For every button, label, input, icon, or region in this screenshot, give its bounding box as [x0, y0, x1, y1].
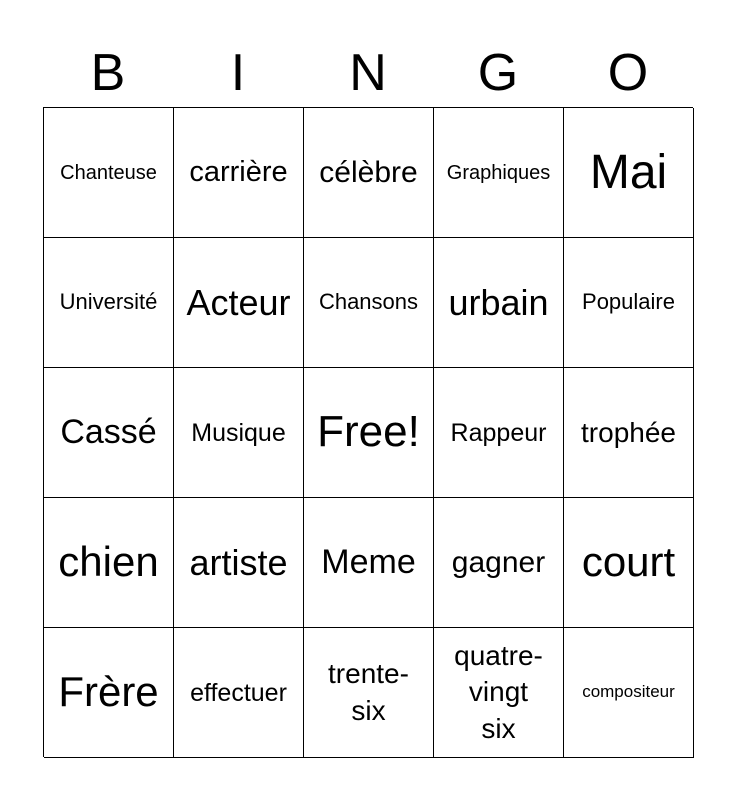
bingo-cell[interactable]: Graphiques [434, 108, 564, 238]
bingo-cell[interactable]: effectuer [174, 628, 304, 758]
bingo-card [43, 107, 693, 757]
bingo-cell[interactable]: trophée [564, 368, 694, 498]
header-letter-i: I [230, 44, 246, 102]
bingo-cell[interactable]: célèbre [304, 108, 434, 238]
bingo-cell[interactable]: Frère [44, 628, 174, 758]
bingo-cell[interactable]: artiste [174, 498, 304, 628]
bingo-cell[interactable]: carrière [174, 108, 304, 238]
bingo-cell[interactable]: gagner [434, 498, 564, 628]
header-letter-b: B [90, 44, 126, 102]
bingo-cell[interactable]: compositeur [564, 628, 694, 758]
bingo-cell[interactable]: court [564, 498, 694, 628]
bingo-cell[interactable]: trente- six [304, 628, 434, 758]
bingo-cell[interactable]: Populaire [564, 238, 694, 368]
bingo-cell[interactable]: Université [44, 238, 174, 368]
bingo-cell[interactable]: chien [44, 498, 174, 628]
bingo-header [43, 40, 693, 106]
header-letter-o: O [607, 44, 649, 102]
bingo-cell[interactable]: Meme [304, 498, 434, 628]
bingo-cell[interactable]: urbain [434, 238, 564, 368]
bingo-cell[interactable]: Rappeur [434, 368, 564, 498]
bingo-cell[interactable]: Musique [174, 368, 304, 498]
bingo-cell[interactable]: Mai [564, 108, 694, 238]
free-space-cell[interactable]: Free! [304, 368, 434, 498]
bingo-cell[interactable]: Chanteuse [44, 108, 174, 238]
header-letter-n: N [349, 44, 387, 102]
bingo-cell[interactable]: quatre- vingt six [434, 628, 564, 758]
bingo-cell[interactable]: Chansons [304, 238, 434, 368]
bingo-cell[interactable]: Cassé [44, 368, 174, 498]
bingo-cell[interactable]: Acteur [174, 238, 304, 368]
header-letter-g: G [477, 44, 519, 102]
